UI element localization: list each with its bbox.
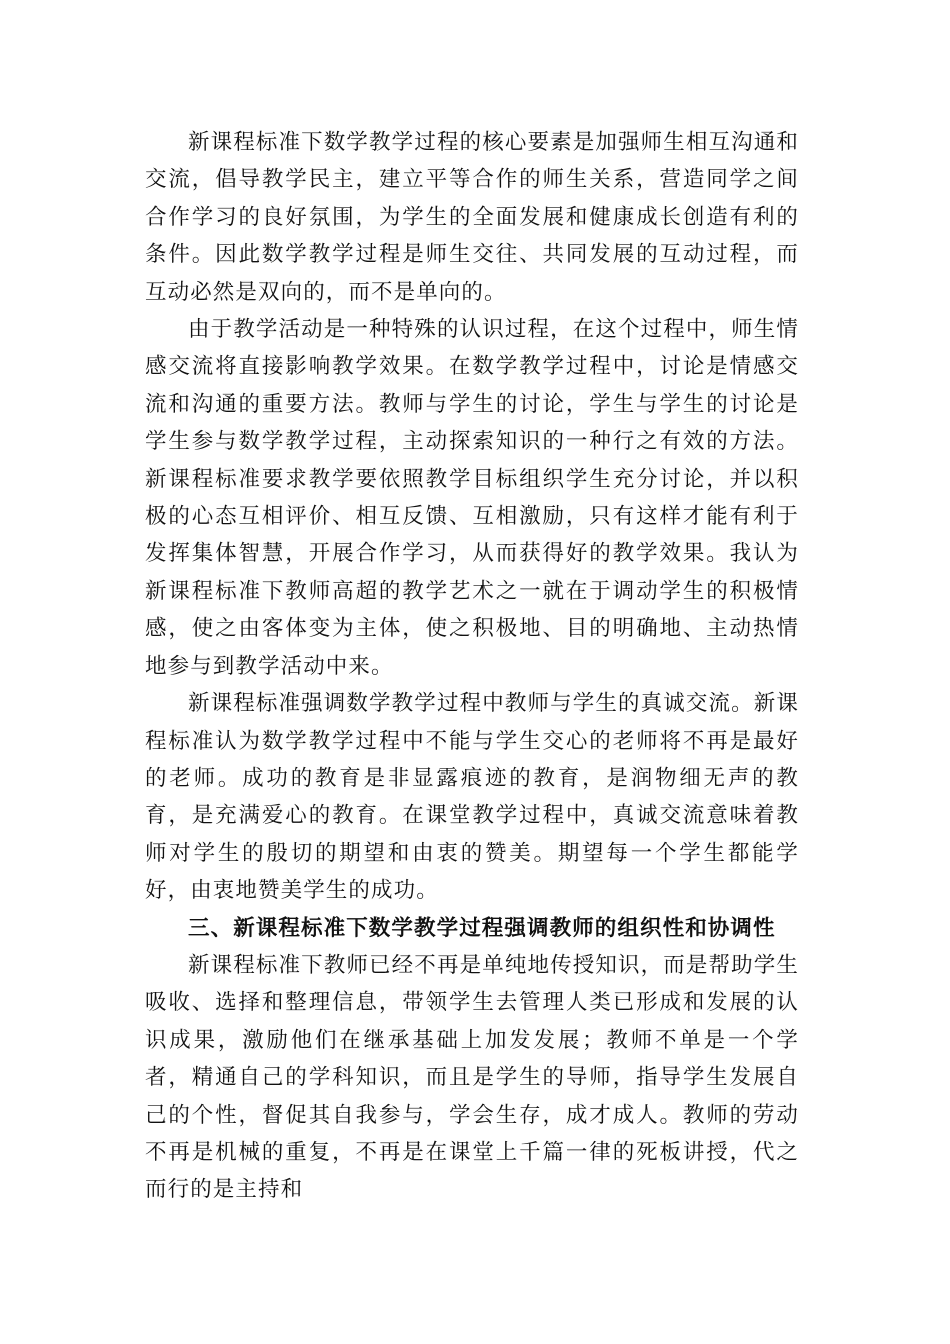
- section-heading: 三、新课程标准下数学教学过程强调教师的组织性和协调性: [188, 915, 776, 941]
- paragraph-2: 由于教学活动是一种特殊的认识过程，在这个过程中，师生情感交流将直接影响教学效果。在数学教学过程中，讨论是情感交流和沟通的重要方法。教师与学生的讨论，学生与学生的讨论是学生参与数学教学过程，主动探索知识的一种行之有效的方法。新课程标准要求教学要依照教学目标组织学生充分讨论，并以积极的心态互相评价、相互反馈、互相激励，只有这样才能有利于发挥集体智慧，开展合作学习，从而获得好的教学效果。我认为新课程标准下教师高超的教学艺术之一就在于调动学生的积极情感，使之由客体变为主体，使之积极地、目的明确地、主动热情地参与到教学活动中来。: [145, 317, 799, 679]
- paragraph-4: 新课程标准下教师已经不再是单纯地传授知识，而是帮助学生吸收、选择和整理信息，带领学生去管理人类已形成和发展的认识成果，激励他们在继承基础上加发发展；教师不单是一个学者，精通自己的学科知识，而且是学生的导师，指导学生发展自己的个性，督促其自我参与，学会生存，成才成人。教师的劳动不再是机械的重复，不再是在课堂上千篇一律的死板讲授，代之而行的是主持和: [145, 952, 799, 1203]
- paragraph-1: 新课程标准下数学教学过程的核心要素是加强师生相互沟通和交流，倡导教学民主，建立平等合作的师生关系，营造同学之间合作学习的良好氛围，为学生的全面发展和健康成长创造有利的条件。因此数学教学过程是师生交往、共同发展的互动过程，而互动必然是双向的，而不是单向的。: [145, 130, 799, 305]
- document-body: [145, 124, 799, 1209]
- paragraph-3: 新课程标准强调数学教学过程中教师与学生的真诚交流。新课程标准认为数学教学过程中不能与学生交心的老师将不再是最好的老师。成功的教育是非显露痕迹的教育，是润物细无声的教育，是充满爱心的教育。在课堂教学过程中，真诚交流意味着教师对学生的殷切的期望和由衷的赞美。期望每一个学生都能学好，由衷地赞美学生的成功。: [145, 691, 799, 904]
